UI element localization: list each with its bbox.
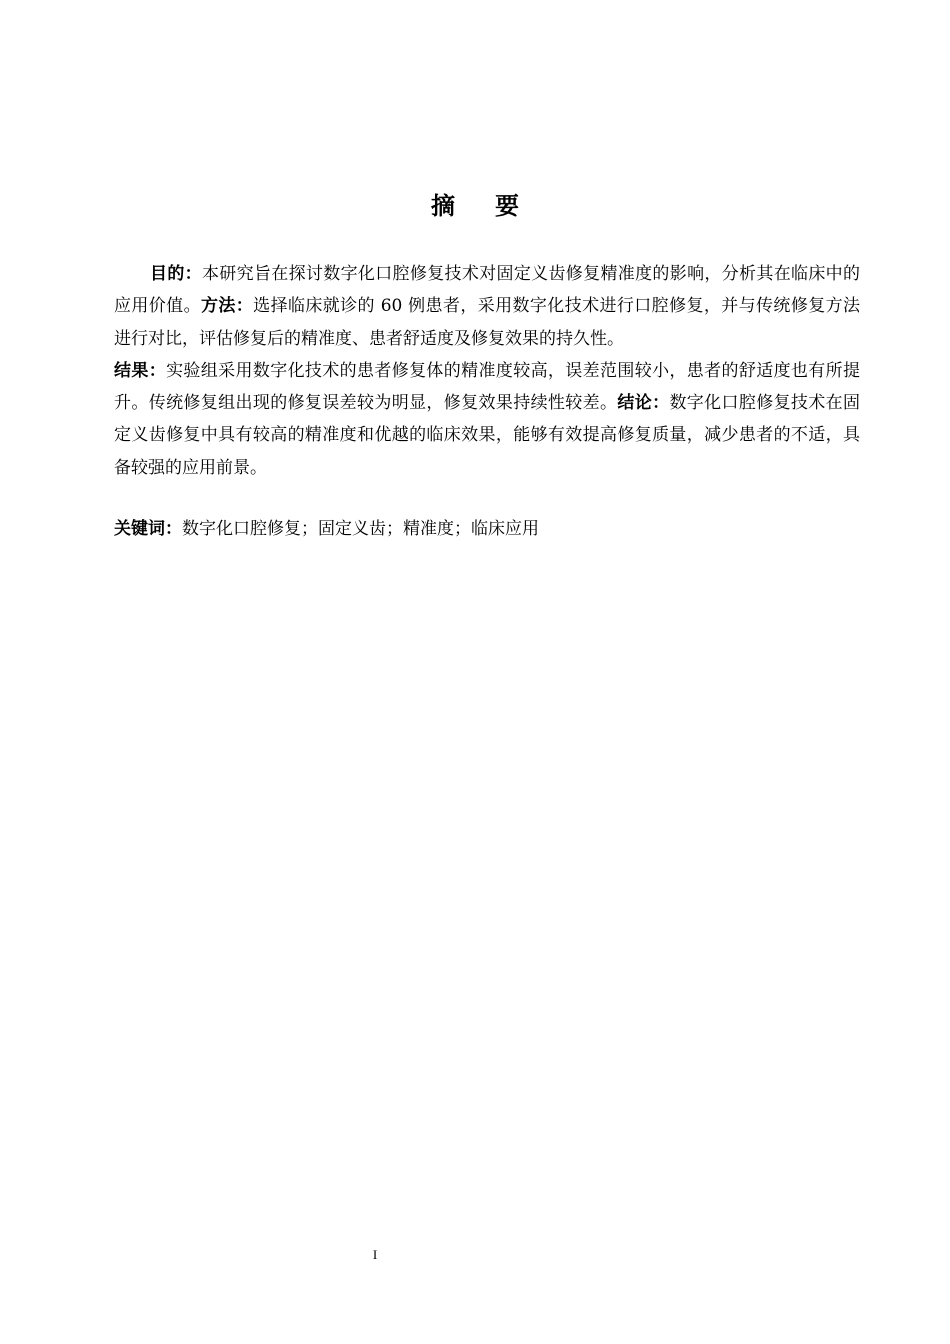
objective-label: 目的： bbox=[150, 264, 202, 284]
result-label: 结果： bbox=[114, 360, 167, 381]
conclusion-text: 数字化口腔修复技术在固定义齿修复中具有较高的精准度和优越的临床效果，能够有效提高修复质量，减少患者的不适，具备较强的应用前景。 bbox=[114, 393, 861, 478]
keywords-label: 关键词： bbox=[114, 519, 182, 539]
method-label: 方法： bbox=[200, 296, 254, 317]
method-text: 选择临床就诊的 60 例患者，采用数字化技术进行口腔修复，并与传统修复方法进行对比，评估修复后的精准度、患者舒适度及修复效果的持久性。 bbox=[114, 296, 861, 349]
abstract-title-char-1: 摘 bbox=[431, 192, 455, 220]
abstract-title-char-2: 要 bbox=[495, 192, 519, 220]
abstract-body bbox=[114, 258, 860, 484]
result-text: 实验组采用数字化技术的患者修复体的精准度较高，误差范围较小，患者的舒适度也有所提升。传统修复组出现的修复误差较为明显，修复效果持续性较差。 bbox=[114, 360, 861, 414]
keywords-text: 数字化口腔修复；固定义齿；精准度；临床应用 bbox=[182, 519, 539, 539]
objective-text: 本研究旨在探讨数字化口腔修复技术对固定义齿修复精准度的影响，分析其在临床中的应用价值。 bbox=[114, 264, 861, 317]
keywords-line bbox=[114, 513, 860, 545]
page-number: I bbox=[372, 1247, 378, 1262]
conclusion-label: 结论： bbox=[617, 393, 670, 414]
abstract-title bbox=[0, 186, 950, 221]
